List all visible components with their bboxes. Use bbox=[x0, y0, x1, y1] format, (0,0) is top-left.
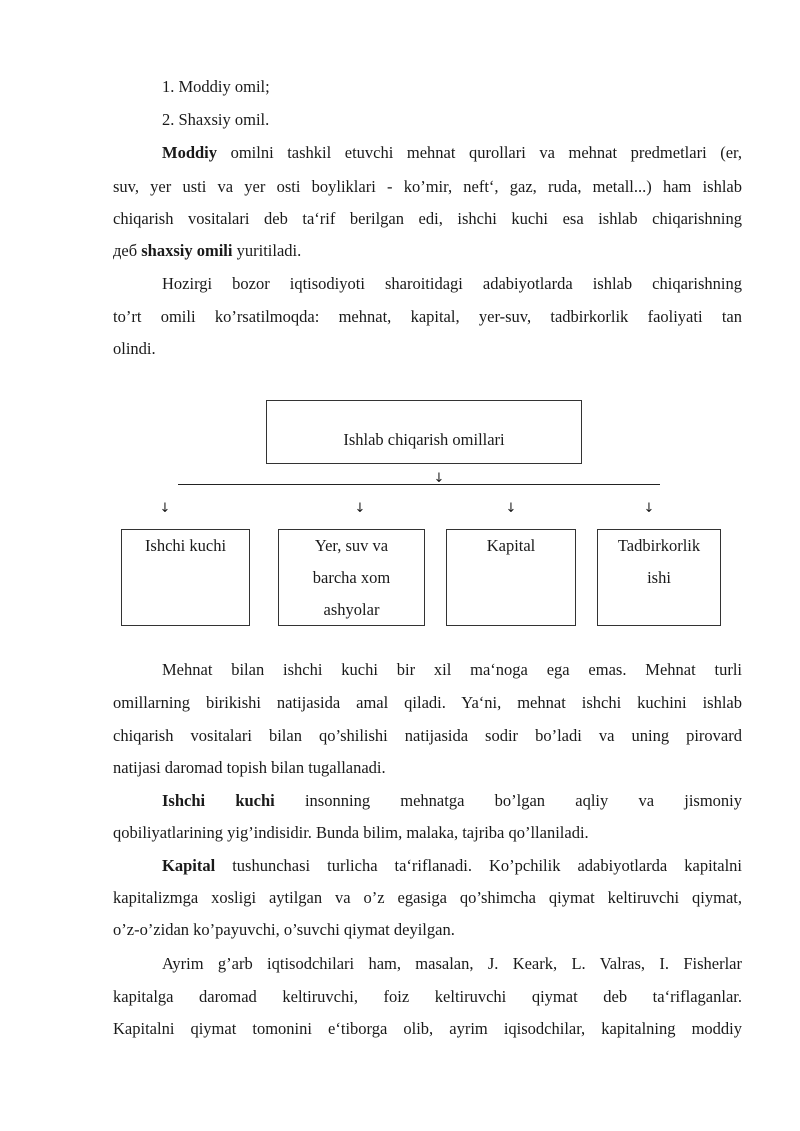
para5-line1-text: tushunchasi turlicha ta‘riflanadi. Ko’pchilik adabiyotlarda kapitalni bbox=[215, 856, 742, 875]
list-item-2: 2. Shaxsiy omil. bbox=[162, 110, 270, 129]
para4-line1-text: insonning mehnatga bo’lgan aqliy va jismoniy bbox=[274, 791, 742, 810]
factor-box-2-line-1: Yer, suv va bbox=[314, 536, 389, 555]
para1-line2: suv, yer usti va yer osti boyliklari - ko’mir, neft‘, gaz, ruda, metall...) ham ishlab bbox=[113, 177, 742, 196]
list-item-1: 1. Moddiy omil; bbox=[162, 77, 270, 96]
arrow-to-box-3-icon: ↓ bbox=[505, 501, 517, 516]
factor-box-yer-suv bbox=[278, 529, 425, 626]
factor-box-4-line-1: Tadbirkorlik bbox=[617, 536, 701, 555]
para3-line2: omillarning birikishi natijasida amal qiladi. Ya‘ni, mehnat ishchi kuchini ishlab bbox=[113, 693, 742, 712]
arrow-to-box-1-icon: ↓ bbox=[159, 501, 171, 516]
diagram-title-box bbox=[266, 400, 582, 464]
factor-box-ishchi-kuchi bbox=[121, 529, 250, 626]
para1-line1-text: omilni tashkil etuvchi mehnat qurollari va mehnat predmetlari (er, bbox=[217, 143, 742, 162]
factor-box-3-line-1: Kapital bbox=[486, 536, 536, 555]
para4-line1 bbox=[162, 791, 742, 811]
para1-line4-post: yuritiladi. bbox=[232, 241, 302, 260]
bold-term-moddiy: Moddiy bbox=[162, 143, 218, 162]
para1-line4 bbox=[113, 241, 742, 261]
diagram-title: Ishlab chiqarish omillari bbox=[343, 430, 505, 449]
para2-line2: to’rt omili ko’rsatilmoqda: mehnat, kapital, yer-suv, tadbirkorlik faoliyati tan bbox=[113, 307, 742, 326]
bold-term-shaxsiy-omili: shaxsiy omili bbox=[141, 241, 233, 260]
factor-box-tadbirkorlik bbox=[597, 529, 721, 626]
factor-box-kapital bbox=[446, 529, 576, 626]
para6-line3: Kapitalni qiymat tomonini e‘tiborga olib, ayrim iqisodchilar, kapitalning moddiy bbox=[113, 1019, 742, 1038]
para6-line1: Ayrim g’arb iqtisodchilari ham, masalan, J. Keark, L. Valras, I. Fisherlar bbox=[162, 954, 742, 973]
para1-line1 bbox=[162, 143, 742, 163]
para3-line1: Mehnat bilan ishchi kuchi bir xil ma‘noga ega emas. Mehnat turli bbox=[162, 660, 742, 679]
para2-line1: Hozirgi bozor iqtisodiyoti sharoitidagi adabiyotlarda ishlab chiqarishning bbox=[162, 274, 742, 293]
para1-line4-pre: деб bbox=[113, 241, 142, 260]
factor-box-2-line-2: barcha xom bbox=[312, 568, 391, 587]
para1-line3: chiqarish vositalari deb ta‘rif berilgan edi, ishchi kuchi esa ishlab chiqarishning bbox=[113, 209, 742, 228]
para5-line2: kapitalizmga xosligi aytilgan va o’z egasiga qo’shimcha qiymat keltiruvchi qiymat, bbox=[113, 888, 742, 907]
diagram-arrow-icon: ↓ bbox=[433, 471, 445, 486]
para3-line4: natijasi daromad topish bilan tugallanadi. bbox=[113, 758, 386, 777]
arrow-to-box-4-icon: ↓ bbox=[643, 501, 655, 516]
bold-term-kapital: Kapital bbox=[162, 856, 216, 875]
diagram-connector-line bbox=[178, 484, 660, 485]
para4-line2: qobiliyatlarining yig’indisidir. Bunda bilim, malaka, tajriba qo’llaniladi. bbox=[113, 823, 589, 842]
para5-line3: o’z-o’zidan ko’payuvchi, o’suvchi qiymat deyilgan. bbox=[113, 920, 455, 939]
para3-line3: chiqarish vositalari bilan qo’shilishi natijasida sodir bo’ladi va uning pirovard bbox=[113, 726, 742, 745]
para2-line3: olindi. bbox=[113, 339, 156, 358]
factor-box-2-line-3: ashyolar bbox=[323, 600, 380, 619]
bold-term-ishchi-kuchi: Ishchi kuchi bbox=[162, 791, 275, 810]
para6-line2: kapitalga daromad keltiruvchi, foiz keltiruvchi qiymat deb ta‘riflaganlar. bbox=[113, 987, 742, 1006]
factor-box-4-line-2: ishi bbox=[647, 568, 671, 587]
factor-box-1-line-1: Ishchi kuchi bbox=[144, 536, 227, 555]
para5-line1 bbox=[162, 856, 742, 876]
arrow-to-box-2-icon: ↓ bbox=[354, 501, 366, 516]
